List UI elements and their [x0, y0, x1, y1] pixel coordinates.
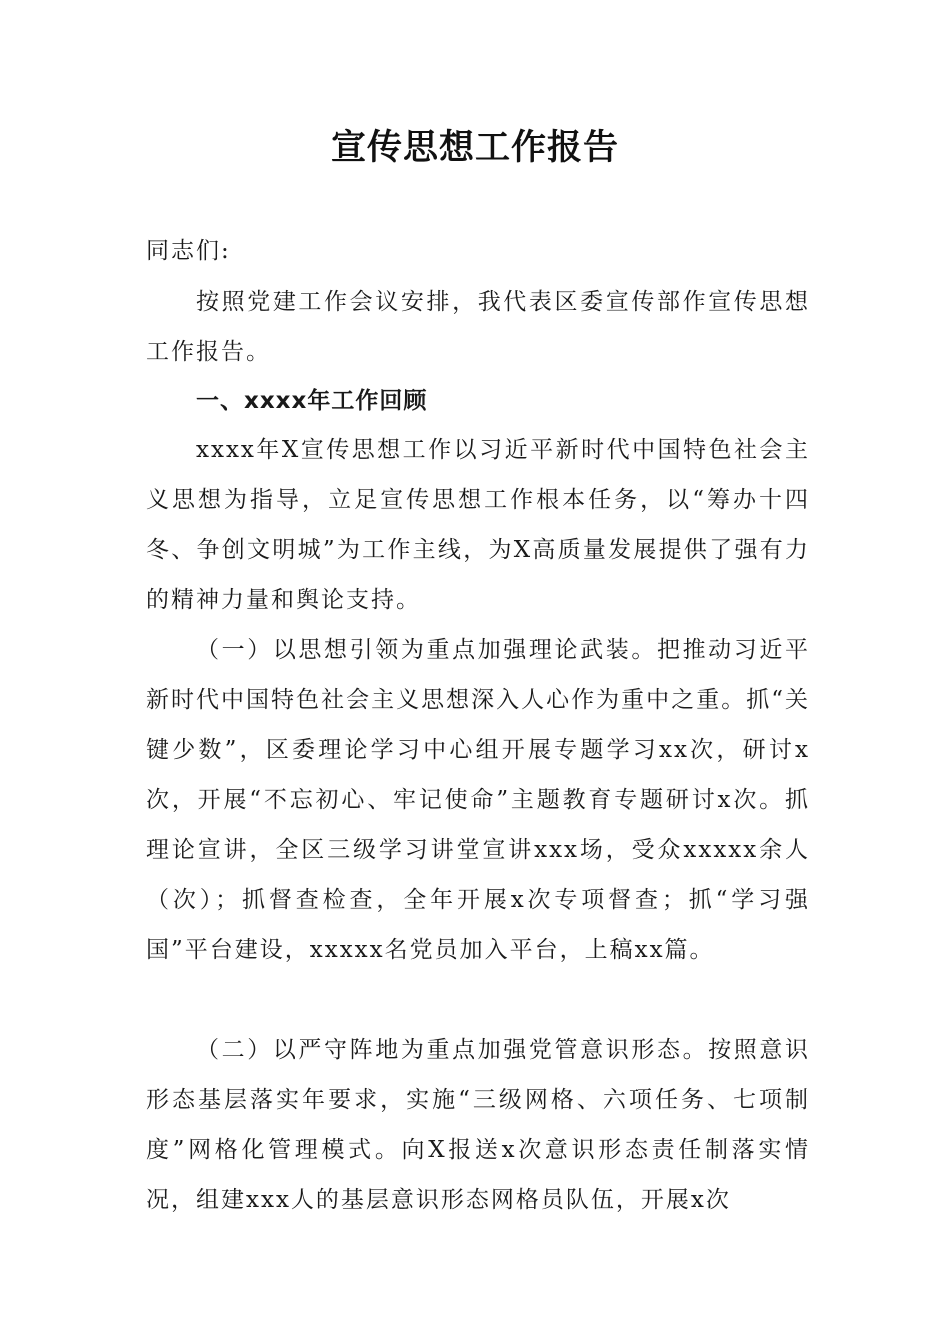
subsection-one-paragraph: （一）以思想引领为重点加强理论武装。把推动习近平新时代中国特色社会主义思想深入人心作为重中之重。抓“关键少数”，区委理论学习中心组开展专题学习xx次，研讨x次，开展“不忘初心、牢记使命”主题教育专题研讨x次。抓理论宣讲，全区三级学习讲堂宣讲xxx场，受众xxxxx余人（次）；抓督查检查，全年开展x次专项督查；抓“学习强国”平台建设，xxxxx名党员加入平台，上稿xx篇。 [146, 637, 810, 963]
section-heading: 一、xxxx年工作回顾 [196, 388, 428, 414]
overview-paragraph: xxxx年X宣传思想工作以习近平新时代中国特色社会主义思想为指导，立足宣传思想工作根本任务，以“筹办十四冬、争创文明城”为工作主线，为X高质量发展提供了强有力的精神力量和舆论支持。 [146, 437, 810, 613]
subsection-two-paragraph: （二）以严守阵地为重点加强党管意识形态。按照意识形态基层落实年要求，实施“三级网格、六项任务、七项制度”网格化管理模式。向X报送x次意识形态责任制落实情况，组建xxx人的基层意识形态网格员队伍，开展x次 [146, 1037, 810, 1213]
salutation: 同志们: [146, 238, 231, 264]
document-title: 宣传思想工作报告 [330, 127, 619, 168]
intro-paragraph: 按照党建工作会议安排，我代表区委宣传部作宣传思想工作报告。 [146, 289, 810, 365]
